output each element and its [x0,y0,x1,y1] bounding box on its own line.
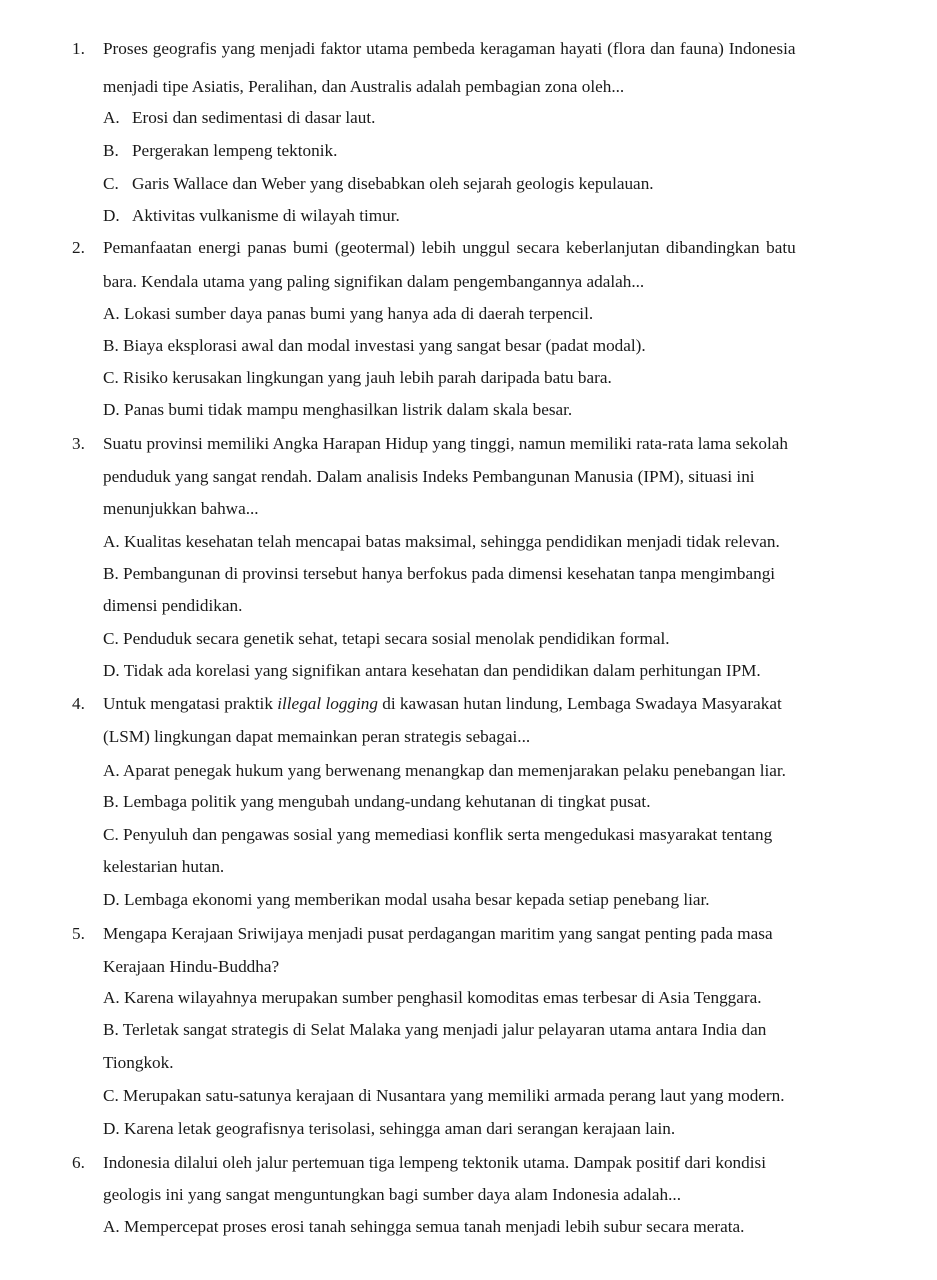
option-item: B. Terletak sangat strategis di Selat Malaka yang menjadi jalur pelayaran utama antara India dan [103,1020,767,1039]
option-item: A. Karena wilayahnya merupakan sumber penghasil komoditas emas terbesar di Asia Tenggara. [103,988,762,1007]
question-stem-line: Suatu provinsi memiliki Angka Harapan Hidup yang tinggi, namun memiliki rata-rata lama sekolah [103,434,788,453]
question-number: 3. [72,434,85,453]
option-item: A. Aparat penegak hukum yang berwenang menangkap dan memenjarakan pelaku penebangan liar. [103,761,786,780]
option-text: Aktivitas vulkanisme di wilayah timur. [132,206,400,225]
option-item: C. Penduduk secara genetik sehat, tetapi secara sosial menolak pendidikan formal. [103,629,670,648]
option-item: B. Biaya eksplorasi awal dan modal investasi yang sangat besar (padat modal). [103,336,646,355]
question-number: 2. [72,238,85,257]
question-number: 1. [72,39,85,58]
option-item: B. Pembangunan di provinsi tersebut hanya berfokus pada dimensi kesehatan tanpa mengimbangi [103,564,776,583]
option-item [103,173,654,195]
question-stem-line: Pemanfaatan energi panas bumi (geotermal) lebih unggul secara keberlanjutan dibandingkan batu [103,238,796,257]
option-item: C. Penyuluh dan pengawas sosial yang memediasi konflik serta mengedukasi masyarakat tentang [103,825,773,844]
question-stem-line: menunjukkan bahwa... [103,499,259,518]
option-letter: C. [103,174,119,193]
question-stem-line: Kerajaan Hindu-Buddha? [103,957,280,976]
option-text: Garis Wallace dan Weber yang disebabkan oleh sejarah geologis kepulauan. [132,174,654,193]
option-item: A. Mempercepat proses erosi tanah sehingga semua tanah menjadi lebih subur secara merata. [103,1217,745,1236]
option-item: D. Panas bumi tidak mampu menghasilkan listrik dalam skala besar. [103,400,573,419]
question-stem-line: (LSM) lingkungan dapat memainkan peran strategis sebagai... [103,727,531,746]
question-stem-line: penduduk yang sangat rendah. Dalam analisis Indeks Pembangunan Manusia (IPM), situasi ini [103,467,755,486]
option-letter: D. [103,206,120,225]
question-number: 6. [72,1153,85,1172]
option-item: D. Karena letak geografisnya terisolasi, sehingga aman dari serangan kerajaan lain. [103,1119,676,1138]
option-item [103,140,337,162]
option-item: C. Merupakan satu-satunya kerajaan di Nusantara yang memiliki armada perang laut yang modern. [103,1086,785,1105]
option-text: Erosi dan sedimentasi di dasar laut. [132,108,376,127]
option-item-continuation: kelestarian hutan. [103,857,225,876]
option-letter: B. [103,141,119,160]
question-stem-line: menjadi tipe Asiatis, Peralihan, dan Australis adalah pembagian zona oleh... [103,77,625,96]
question-stem-line [103,693,782,715]
question-stem-line: geologis ini yang sangat menguntungkan bagi sumber daya alam Indonesia adalah... [103,1185,682,1204]
option-item: D. Lembaga ekonomi yang memberikan modal usaha besar kepada setiap penebang liar. [103,890,710,909]
question-stem-line: Proses geografis yang menjadi faktor utama pembeda keragaman hayati (flora dan fauna) Indonesia [103,39,796,58]
question-stem-line: bara. Kendala utama yang paling signifikan dalam pengembangannya adalah... [103,272,645,291]
option-letter: A. [103,108,120,127]
option-item-continuation: Tiongkok. [103,1053,174,1072]
option-item: B. Lembaga politik yang mengubah undang-undang kehutanan di tingkat pusat. [103,792,651,811]
option-item-continuation: dimensi pendidikan. [103,596,243,615]
question-number: 4. [72,694,85,713]
option-item [103,107,375,129]
question-stem-line: Indonesia dilalui oleh jalur pertemuan tiga lempeng tektonik utama. Dampak positif dari kondisi [103,1153,766,1172]
option-text: Pergerakan lempeng tektonik. [132,141,338,160]
question-number: 5. [72,924,85,943]
question-stem-line: Mengapa Kerajaan Sriwijaya menjadi pusat perdagangan maritim yang sangat penting pada masa [103,924,773,943]
option-item: C. Risiko kerusakan lingkungan yang jauh lebih parah daripada batu bara. [103,368,612,387]
option-item: D. Tidak ada korelasi yang signifikan antara kesehatan dan pendidikan dalam perhitungan IPM. [103,661,761,680]
option-item: A. Lokasi sumber daya panas bumi yang hanya ada di daerah terpencil. [103,304,594,323]
stem-text: Untuk mengatasi praktik [103,694,278,713]
option-item [103,205,400,227]
stem-italic-term: illegal logging [277,694,378,713]
option-item: A. Kualitas kesehatan telah mencapai batas maksimal, sehingga pendidikan menjadi tidak relevan. [103,532,780,551]
stem-text: di kawasan hutan lindung, Lembaga Swadaya Masyarakat [377,694,782,713]
